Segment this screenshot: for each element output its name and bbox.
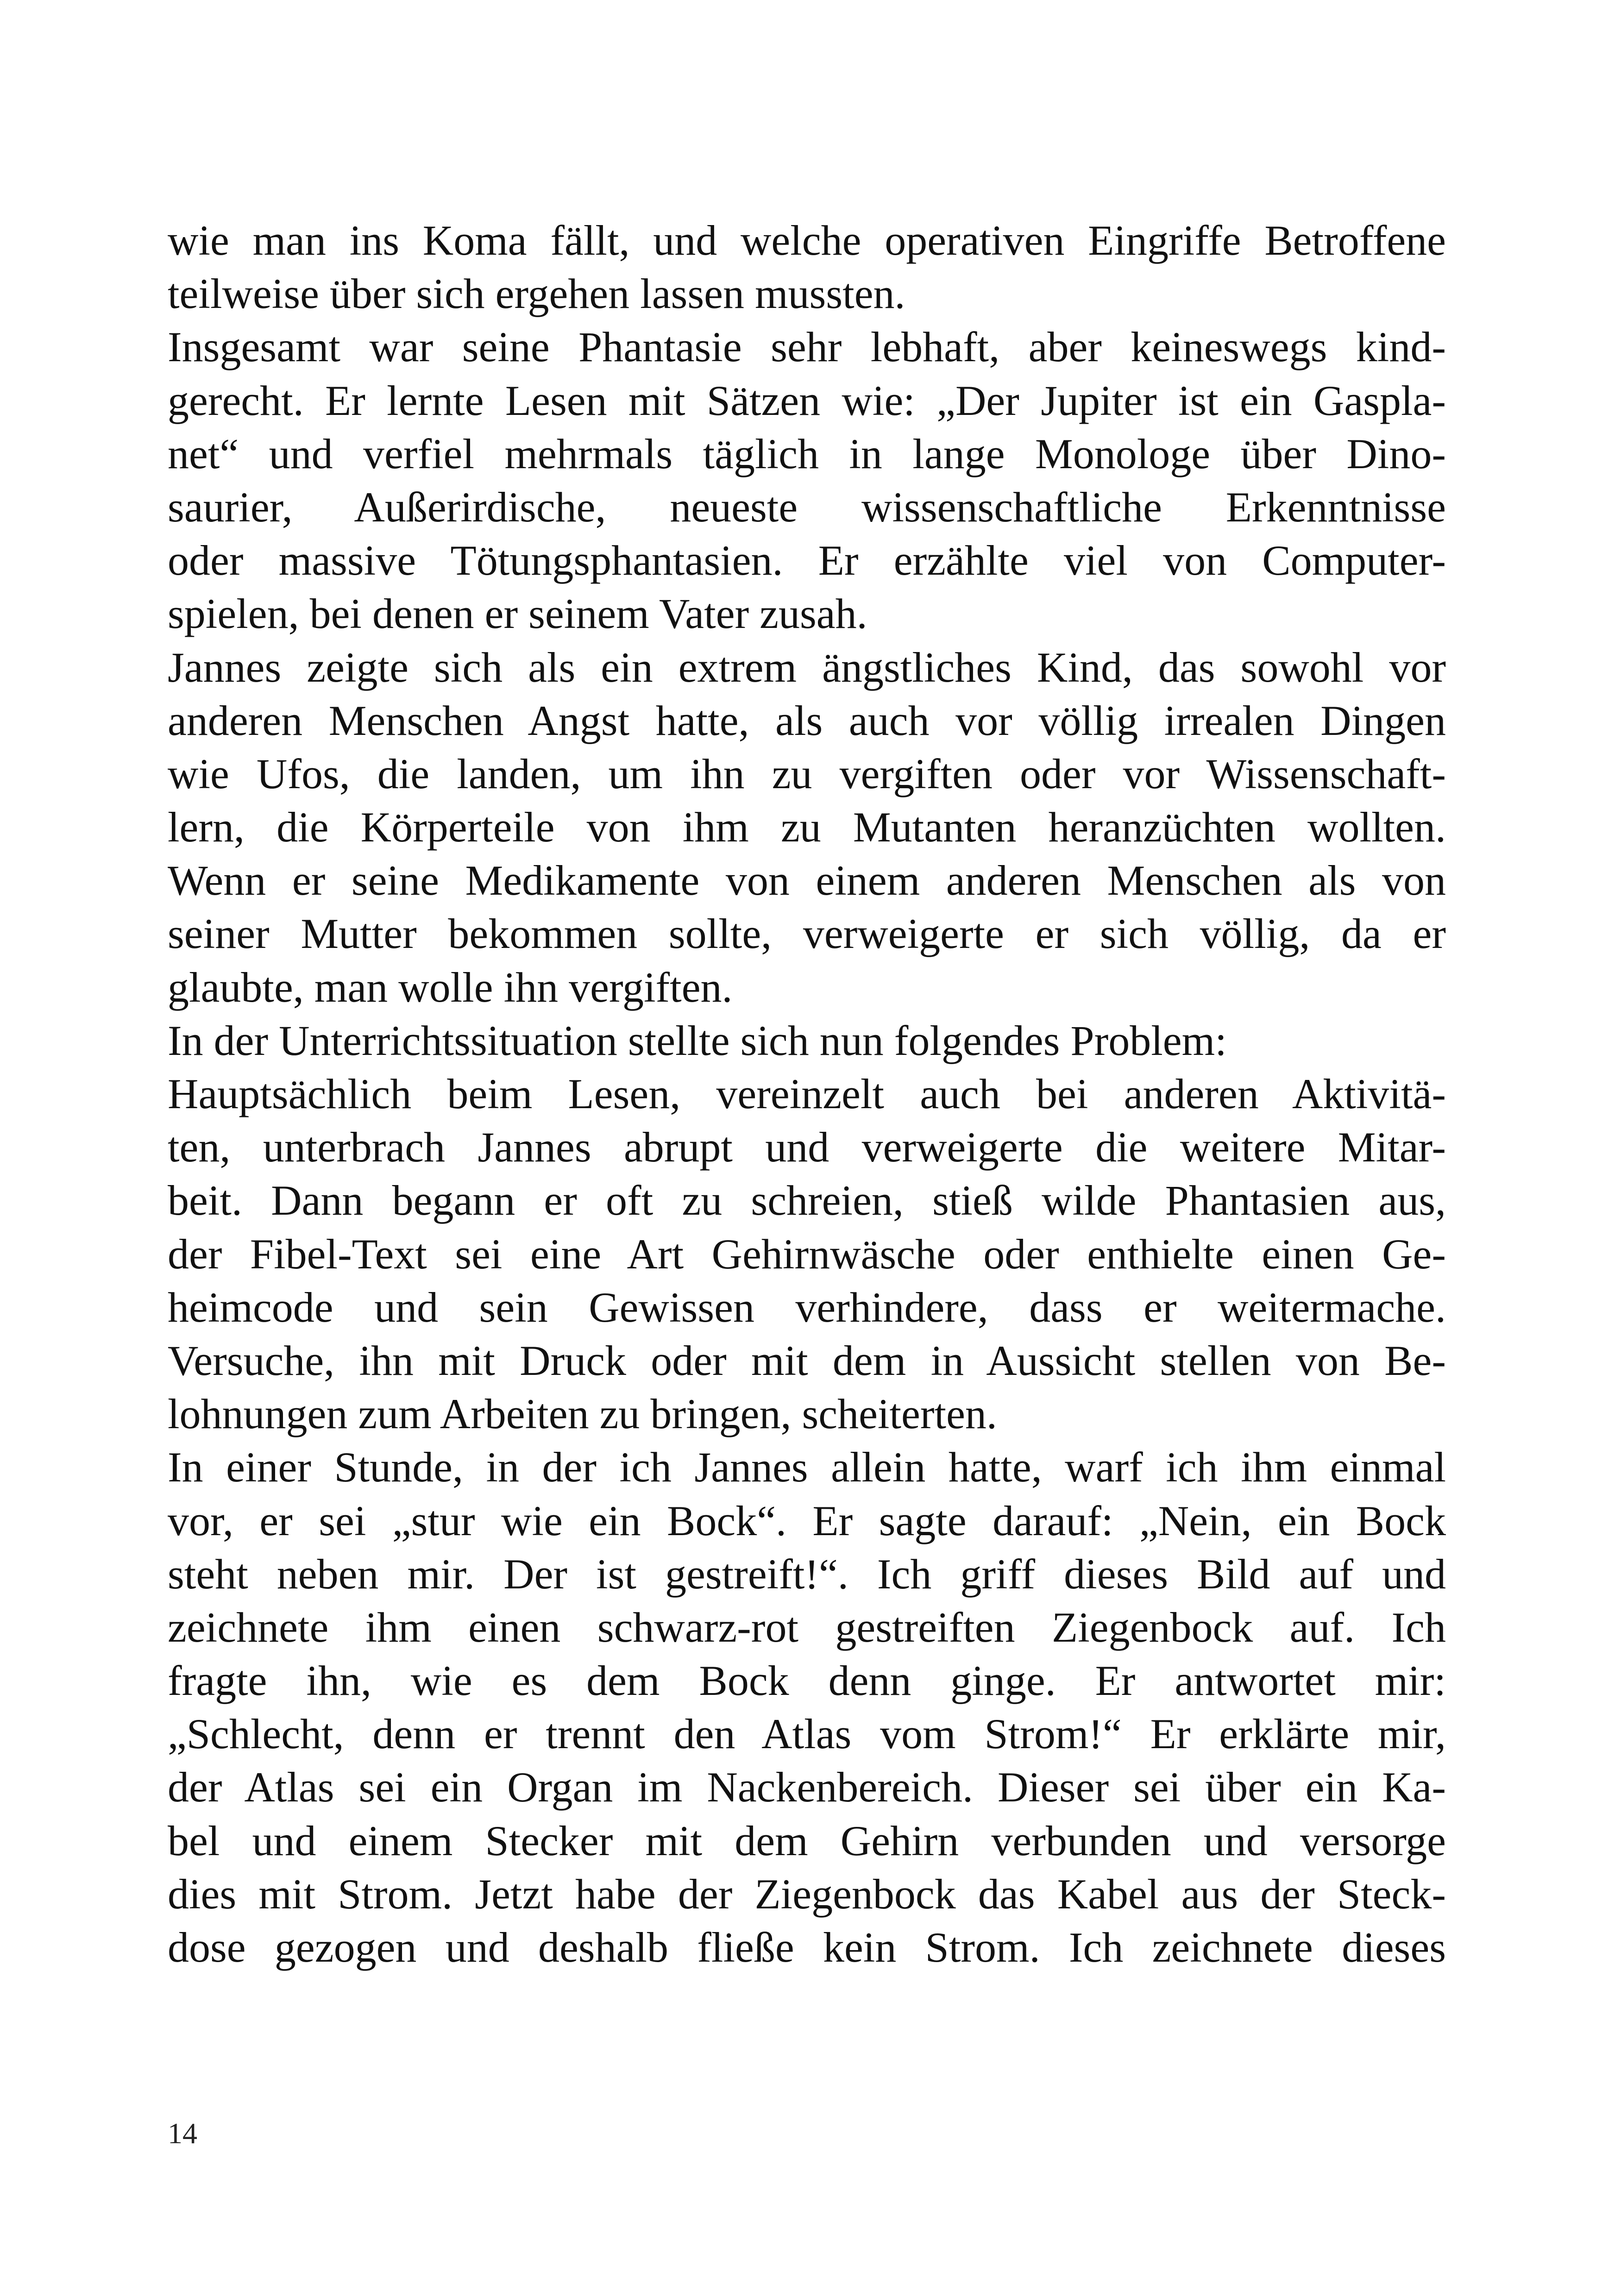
text-line: steht neben mir. Der ist gestreift!“. Ich griff dieses Bild auf und [168,1550,1446,1598]
text-line: vor, er sei „stur wie ein Bock“. Er sagte darauf: „Nein, ein Bock [168,1497,1446,1544]
text-line: net“ und verfiel mehrmals täglich in lange Monologe über Dino- [168,430,1446,477]
text-line: der Fibel-Text sei eine Art Gehirnwäsche oder enthielte einen Ge- [168,1230,1446,1278]
text-line: lern, die Körperteile von ihm zu Mutanten heranzüchten wollten. [168,803,1446,851]
text-line: spielen, bei denen er seinem Vater zusah. [168,590,867,638]
text-line: Versuche, ihn mit Druck oder mit dem in Aussicht stellen von Be- [168,1336,1446,1384]
text-line: saurier, Außerirdische, neueste wissenschaftliche Erkenntnisse [168,483,1446,531]
text-line: Wenn er seine Medikamente von einem anderen Menschen als von [168,857,1446,904]
text-line: der Atlas sei ein Organ im Nackenbereich. Dieser sei über ein Ka- [168,1763,1446,1811]
body-text [168,214,1446,1974]
text-line: dies mit Strom. Jetzt habe der Ziegenbock das Kabel aus der Steck- [168,1870,1446,1918]
text-line: gerecht. Er lernte Lesen mit Sätzen wie: „Der Jupiter ist ein Gaspla- [168,376,1446,424]
text-line: lohnungen zum Arbeiten zu bringen, scheiterten. [168,1390,997,1438]
text-line: anderen Menschen Angst hatte, als auch vor völlig irrealen Dingen [168,696,1446,744]
text-line: In einer Stunde, in der ich Jannes allein hatte, warf ich ihm einmal [168,1443,1446,1491]
text-line: glaubte, man wolle ihn vergiften. [168,963,733,1011]
text-line: wie Ufos, die landen, um ihn zu vergiften oder vor Wissenschaft- [168,750,1446,797]
text-line: bel und einem Stecker mit dem Gehirn verbunden und versorge [168,1817,1446,1864]
text-line: fragte ihn, wie es dem Bock denn ginge. Er antwortet mir: [168,1657,1446,1705]
text-line: beit. Dann begann er oft zu schreien, stieß wilde Phantasien aus, [168,1177,1446,1224]
text-line: Hauptsächlich beim Lesen, vereinzelt auch bei anderen Aktivitä- [168,1070,1446,1117]
text-line: Insgesamt war seine Phantasie sehr lebhaft, aber keineswegs kind- [168,323,1446,371]
text-line: „Schlecht, denn er trennt den Atlas vom Strom!“ Er erklärte mir, [168,1710,1446,1758]
text-line: heimcode und sein Gewissen verhindere, dass er weitermache. [168,1283,1446,1331]
text-line: zeichnete ihm einen schwarz-rot gestreiften Ziegenbock auf. Ich [168,1603,1446,1651]
text-line: oder massive Tötungsphantasien. Er erzählte viel von Computer- [168,537,1446,584]
page-number: 14 [168,2117,197,2150]
text-line: Jannes zeigte sich als ein extrem ängstliches Kind, das sowohl vor [168,643,1446,691]
text-line: seiner Mutter bekommen sollte, verweigerte er sich völlig, da er [168,910,1446,958]
text-line: teilweise über sich ergehen lassen mussten. [168,270,905,318]
text-line: wie man ins Koma fällt, und welche operativen Eingriffe Betroffene [168,217,1446,264]
text-line: ten, unterbrach Jannes abrupt und verweigerte die weitere Mitar- [168,1123,1446,1171]
text-line: In der Unterrichtssituation stellte sich nun folgendes Problem: [168,1016,1227,1064]
text-line: dose gezogen und deshalb fließe kein Strom. Ich zeichnete dieses [168,1924,1446,1971]
